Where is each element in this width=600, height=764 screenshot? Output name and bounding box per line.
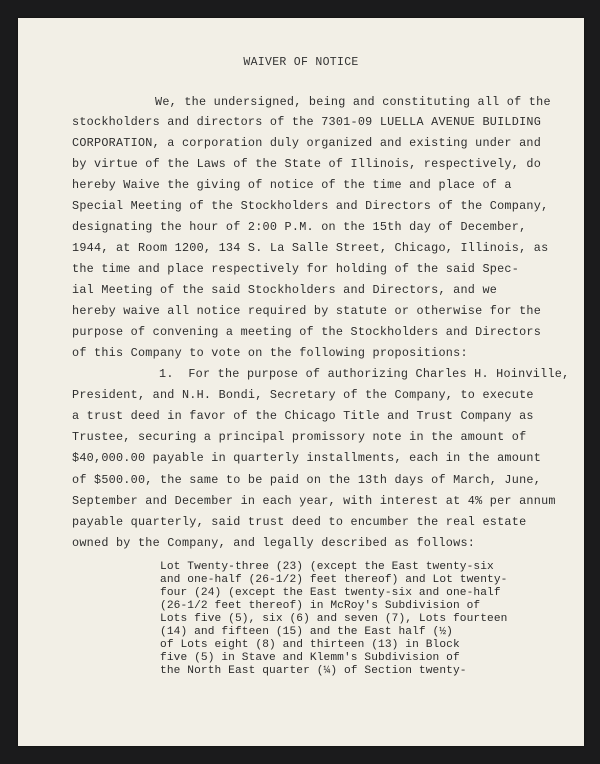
body-line: owned by the Company, and legally described as follows: <box>72 536 476 550</box>
body-line: by virtue of the Laws of the State of Illinois, respectively, do <box>72 157 542 171</box>
legal-description-line: Lot Twenty-three (23) (except the East twenty-six <box>160 561 494 573</box>
legal-description-line: (26-1/2 feet thereof) in McRoy's Subdivision of <box>160 600 481 612</box>
legal-description-line: the North East quarter (¼) of Section twenty- <box>160 665 467 677</box>
legal-description-line: five (5) in Stave and Klemm's Subdivision of <box>160 652 460 664</box>
legal-description-line: and one-half (26-1/2) feet thereof) and Lot twenty- <box>160 574 508 586</box>
document-title: WAIVER OF NOTICE <box>243 56 359 69</box>
body-line: $40,000.00 payable in quarterly installments, each in the amount <box>72 451 542 465</box>
body-line: September and December in each year, with interest at 4% per annum <box>72 494 556 508</box>
body-line: 1944, at Room 1200, 134 S. La Salle Street, Chicago, Illinois, as <box>72 241 549 255</box>
legal-description-line: Lots five (5), six (6) and seven (7), Lots fourteen <box>160 613 508 625</box>
body-line: of $500.00, the same to be paid on the 13th days of March, June, <box>72 473 542 487</box>
body-line: of this Company to vote on the following propositions: <box>72 346 468 360</box>
proposition-line: 1. For the purpose of authorizing Charles H. Hoinville, <box>159 367 570 381</box>
body-line: the time and place respectively for holding of the said Spec- <box>72 262 520 276</box>
body-line: purpose of convening a meeting of the Stockholders and Directors <box>72 325 542 339</box>
body-line: CORPORATION, a corporation duly organized and existing under and <box>72 136 542 150</box>
body-line: We, the undersigned, being and constituting all of the <box>155 95 551 109</box>
body-line: stockholders and directors of the 7301-09 LUELLA AVENUE BUILDING <box>72 115 542 129</box>
document-page <box>18 18 584 746</box>
body-line: a trust deed in favor of the Chicago Title and Trust Company as <box>72 409 534 423</box>
body-line: hereby waive all notice required by statute or otherwise for the <box>72 304 542 318</box>
body-line: hereby Waive the giving of notice of the time and place of a <box>72 178 512 192</box>
body-line: Special Meeting of the Stockholders and Directors of the Company, <box>72 199 549 213</box>
body-line: President, and N.H. Bondi, Secretary of the Company, to execute <box>72 388 534 402</box>
body-line: payable quarterly, said trust deed to encumber the real estate <box>72 515 527 529</box>
body-line: ial Meeting of the said Stockholders and Directors, and we <box>72 283 498 297</box>
legal-description-line: four (24) (except the East twenty-six and one-half <box>160 587 501 599</box>
legal-description-line: of Lots eight (8) and thirteen (13) in Block <box>160 639 460 651</box>
body-line: designating the hour of 2:00 P.M. on the 15th day of December, <box>72 220 527 234</box>
body-line: Trustee, securing a principal promissory note in the amount of <box>72 430 527 444</box>
legal-description-line: (14) and fifteen (15) and the East half (½) <box>160 626 453 638</box>
